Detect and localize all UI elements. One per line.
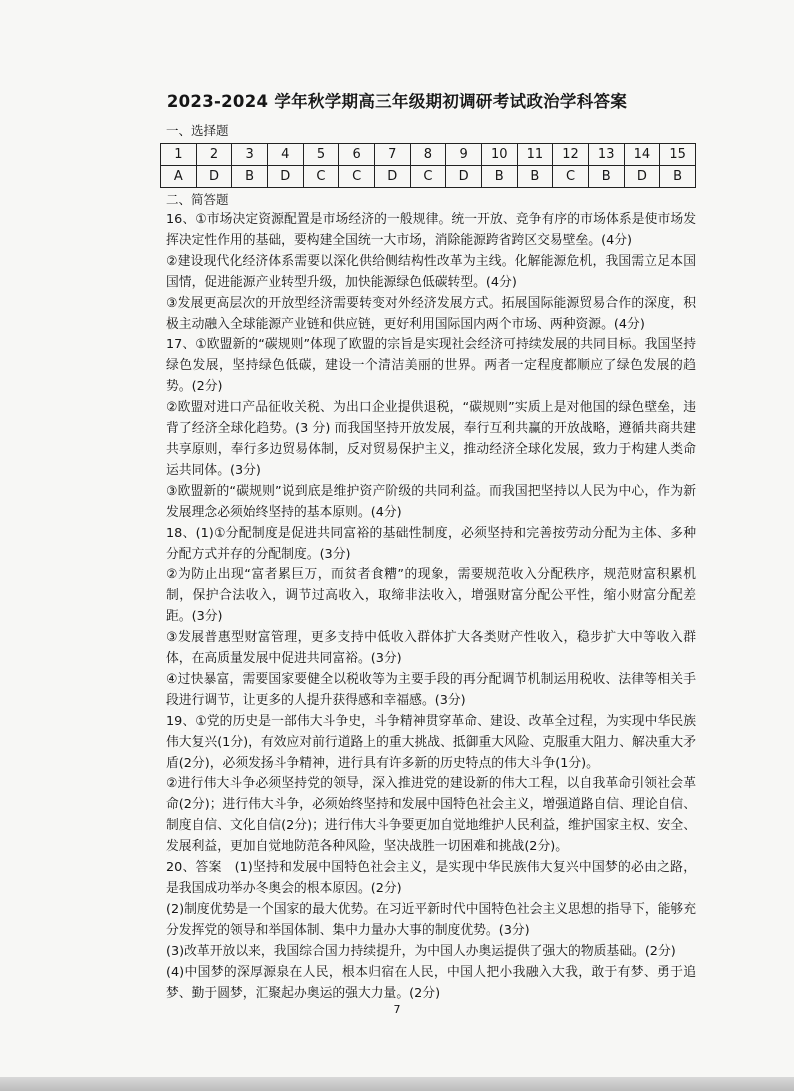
answer-paragraph-q16-2: ②建设现代化经济体系需要以深化供给侧结构性改革为主线。化解能源危机，我国需立足本国国情，促进能源产业转型升级，加快能源绿色低碳转型。(4分) bbox=[166, 253, 696, 290]
answer-paragraph-q17-2: ②欧盟对进口产品征收关税、为出口企业提供退税，“碳规则”实质上是对他国的绿色壁垒，违背了经济全球化趋势。(3 分) 而我国坚持开放发展，奉行互利共赢的开放战略，遵循共商共建共享原则，奉行多边贸易体制，反对贸易保护主义，推动经济全球化发展，致力于构建人类命运共同体。(3分) bbox=[166, 400, 696, 478]
answer-cell: B bbox=[481, 166, 517, 188]
scan-edge-shadow bbox=[0, 1077, 794, 1091]
answer-paragraph-q18-4: ④过快暴富，需要国家要健全以税收等为主要手段的再分配调节机制运用税收、法律等相关手段进行调节，让更多的人提升获得感和幸福感。(3分) bbox=[166, 671, 696, 708]
question-number-cell: 15 bbox=[660, 144, 696, 166]
answer-cell: A bbox=[161, 166, 197, 188]
question-number-cell: 6 bbox=[339, 144, 375, 166]
answer-cell: D bbox=[196, 166, 232, 188]
answer-cell: D bbox=[267, 166, 303, 188]
answer-cell: D bbox=[374, 166, 410, 188]
answer-cell: B bbox=[232, 166, 268, 188]
question-number-cell: 10 bbox=[481, 144, 517, 166]
answer-cell: D bbox=[624, 166, 660, 188]
answer-cell: B bbox=[588, 166, 624, 188]
answer-cell: B bbox=[517, 166, 553, 188]
answer-paragraph-q17-3: ③欧盟新的“碳规则”说到底是维护资产阶级的共同利益。而我国把坚持以人民为中心，作为新发展理念必须始终坚持的基本原则。(4分) bbox=[166, 483, 696, 520]
question-number-cell: 13 bbox=[588, 144, 624, 166]
section-heading-choice: 一、选择题 bbox=[166, 123, 229, 138]
answer-paragraph-q20-4: (4)中国梦的深厚源泉在人民，根本归宿在人民，中国人把小我融入大我，敢于有梦、勇于追梦、勤于圆梦，汇聚起办奥运的强大力量。(2分) bbox=[166, 964, 696, 1001]
answer-paragraph-q20-1: 20、答案 (1)坚持和发展中国特色社会主义，是实现中华民族伟大复兴中国梦的必由之路，是我国成功举办冬奥会的根本原因。(2分) bbox=[166, 860, 696, 896]
question-number-cell: 7 bbox=[374, 144, 410, 166]
answer-paragraph-q18-3: ③发展普惠型财富管理，更多支持中低收入群体扩大各类财产性收入，稳步扩大中等收入群体，在高质量发展中促进共同富裕。(3分) bbox=[166, 630, 696, 667]
answer-paragraph-q17-1: 17、①欧盟新的“碳规则”体现了欧盟的宗旨是实现社会经济可持续发展的共同目标。我国坚持绿色发展，坚持绿色低碳，建设一个清洁美丽的世界。两者一定程度都顺应了绿色发展的趋势。(2分) bbox=[166, 337, 696, 395]
answer-paragraph-q18-1: 18、(1)①分配制度是促进共同富裕的基础性制度，必须坚持和完善按劳动分配为主体、多种分配方式并存的分配制度。(3分) bbox=[166, 525, 696, 562]
answer-paragraph-q20-2: (2)制度优势是一个国家的最大优势。在习近平新时代中国特色社会主义思想的指导下，能够充分发挥党的领导和举国体制、集中力量办大事的制度优势。(3分) bbox=[166, 901, 697, 938]
question-number-cell: 1 bbox=[161, 144, 197, 166]
question-number-cell: 11 bbox=[517, 144, 553, 166]
question-number-cell: 14 bbox=[624, 144, 660, 166]
page-number: 7 bbox=[393, 1003, 401, 1016]
answer-paragraph-q16-3: ③发展更高层次的开放型经济需要转变对外经济发展方式。拓展国际能源贸易合作的深度，积极主动融入全球能源产业链和供应链，更好利用国际国内两个市场、两种资源。(4分) bbox=[166, 295, 696, 332]
answer-cell: C bbox=[410, 166, 446, 188]
question-number-cell: 8 bbox=[410, 144, 446, 166]
answer-table bbox=[160, 143, 696, 188]
question-number-cell: 12 bbox=[553, 144, 589, 166]
answer-paragraph-q19-1: 19、①党的历史是一部伟大斗争史，斗争精神贯穿革命、建设、改革全过程，为实现中华民族伟大复兴(1分)，有效应对前行道路上的重大挑战、抵御重大风险、克服重大阻力、解决重大矛盾(2分)，必须发扬斗争精神，进行具有许多新的历史特点的伟大斗争(1分)。 bbox=[166, 713, 697, 771]
answer-paragraph-q19-2: ②进行伟大斗争必须坚持党的领导，深入推进党的建设新的伟大工程，以自我革命引领社会革命(2分)；进行伟大斗争，必须始终坚持和发展中国特色社会主义，增强道路自信、理论自信、制度自信、文化自信(2分)；进行伟大斗争要更加自觉地维护人民利益，维护国家主权、安全、发展利益，更加自觉地防范各种风险，坚决战胜一切困难和挑战(2分)。 bbox=[166, 776, 697, 855]
answer-content bbox=[166, 210, 696, 1004]
question-number-cell: 9 bbox=[446, 144, 482, 166]
answer-cell: C bbox=[339, 166, 375, 188]
answer-cell: C bbox=[303, 166, 339, 188]
question-number-row bbox=[161, 144, 696, 166]
answer-cell: C bbox=[553, 166, 589, 188]
answer-cell: B bbox=[660, 166, 696, 188]
question-number-cell: 2 bbox=[196, 144, 232, 166]
answer-paragraph-q18-2: ②为防止出现“富者累巨万，而贫者食糟”的现象，需要规范收入分配秩序，规范财富积累机制，保护合法收入，调节过高收入，取缔非法收入，增强财富分配公平性，缩小财富分配差距。(3分) bbox=[166, 567, 696, 625]
answer-paragraph-q16-1: 16、①市场决定资源配置是市场经济的一般规律。统一开放、竞争有序的市场体系是使市场发挥决定性作用的基础，要构建全国统一大市场，消除能源跨省跨区交易壁垒。(4分) bbox=[166, 212, 696, 248]
question-number-cell: 3 bbox=[232, 144, 268, 166]
section-heading-short-answer: 二、简答题 bbox=[166, 192, 229, 207]
answer-row bbox=[161, 166, 696, 188]
page-title: 2023-2024 学年秋学期高三年级期初调研考试政治学科答案 bbox=[166, 92, 628, 111]
answer-paragraph-q20-3: (3)改革开放以来，我国综合国力持续提升，为中国人办奥运提供了强大的物质基础。(2分) bbox=[166, 943, 676, 959]
question-number-cell: 4 bbox=[267, 144, 303, 166]
question-number-cell: 5 bbox=[303, 144, 339, 166]
answer-cell: D bbox=[446, 166, 482, 188]
